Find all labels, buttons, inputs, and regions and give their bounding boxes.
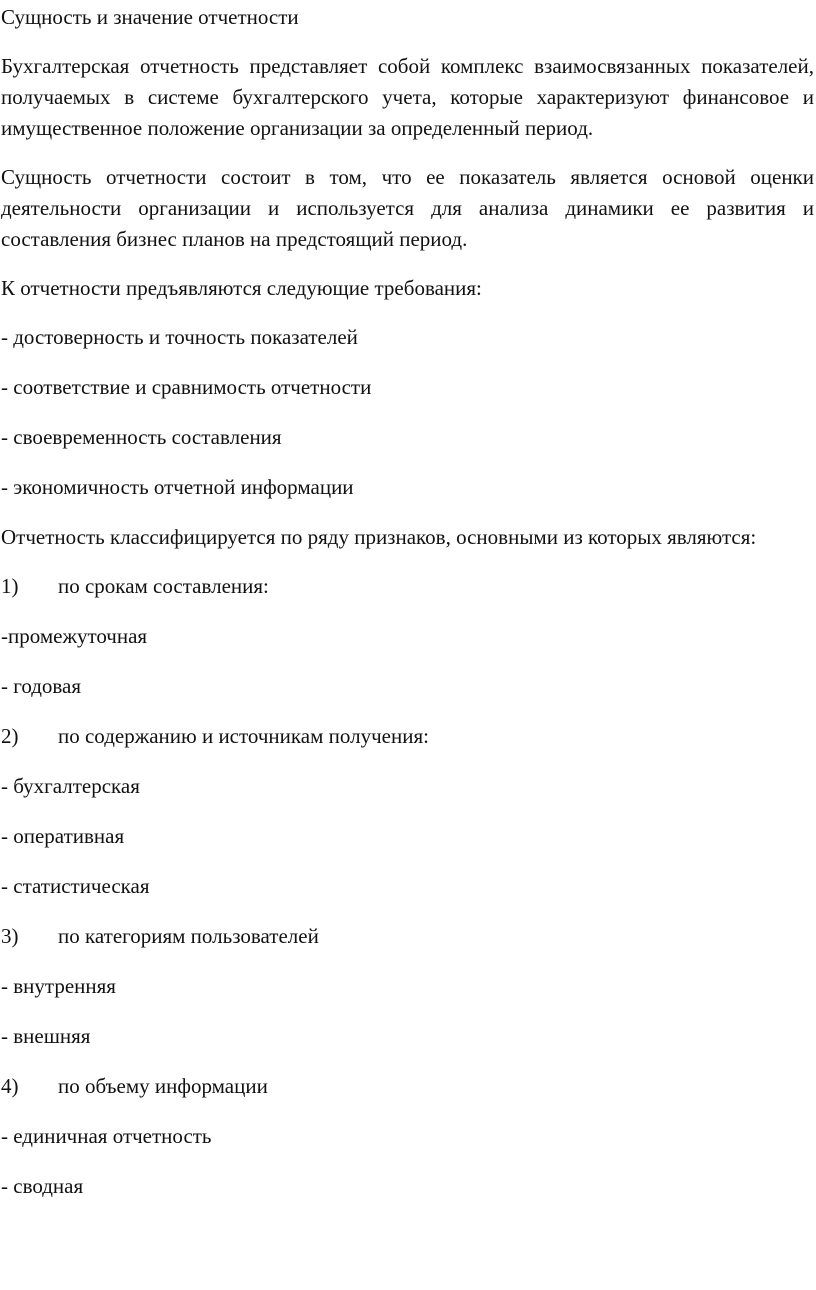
classification-group-2 [1, 721, 814, 902]
classification-group-1 [1, 571, 814, 702]
numbered-heading-label: по объему информации [58, 1074, 268, 1098]
numbered-heading [1, 921, 814, 952]
list-number: 3) [1, 924, 19, 948]
numbered-heading [1, 571, 814, 602]
list-item: - годовая [1, 674, 82, 698]
numbered-heading [1, 1071, 814, 1102]
list-item: - бухгалтерская [1, 774, 140, 798]
list-item: - внешняя [1, 1024, 91, 1048]
list-item: - экономичность отчетной информации [1, 475, 354, 499]
paragraph-essence: Сущность отчетности состоит в том, что ее показатель является основой оценки деятельности организации и используется для анализа динамики ее развития и составления бизнес планов на предстоящий период. [1, 165, 814, 251]
list-item: - статистическая [1, 874, 150, 898]
list-item: - своевременность составления [1, 425, 282, 449]
classification-group-4 [1, 1071, 814, 1202]
requirements-list [1, 322, 814, 503]
list-number: 4) [1, 1074, 19, 1098]
classification-group-3 [1, 921, 814, 1052]
numbered-heading-label: по содержанию и источникам получения: [58, 724, 429, 748]
document-title: Сущность и значение отчетности [1, 5, 299, 29]
numbered-heading-label: по срокам составления: [58, 574, 269, 598]
list-number: 2) [1, 724, 19, 748]
list-item: - достоверность и точность показателей [1, 325, 358, 349]
classification-intro: Отчетность классифицируется по ряду признаков, основными из которых являются: [1, 525, 757, 549]
numbered-heading [1, 721, 814, 752]
list-item: - оперативная [1, 824, 125, 848]
list-item: -промежуточная [1, 624, 148, 648]
list-item: - соответствие и сравнимость отчетности [1, 375, 372, 399]
numbered-heading-label: по категориям пользователей [58, 924, 319, 948]
requirements-intro: К отчетности предъявляются следующие требования: [1, 276, 482, 300]
list-item: - внутренняя [1, 974, 116, 998]
list-item: - единичная отчетность [1, 1124, 212, 1148]
list-item: - сводная [1, 1174, 84, 1198]
list-number: 1) [1, 574, 19, 598]
paragraph-definition: Бухгалтерская отчетность представляет собой комплекс взаимосвязанных показателей, получаемых в системе бухгалтерского учета, которые характеризуют финансовое и имущественное положение организации за определенный период. [1, 54, 814, 140]
